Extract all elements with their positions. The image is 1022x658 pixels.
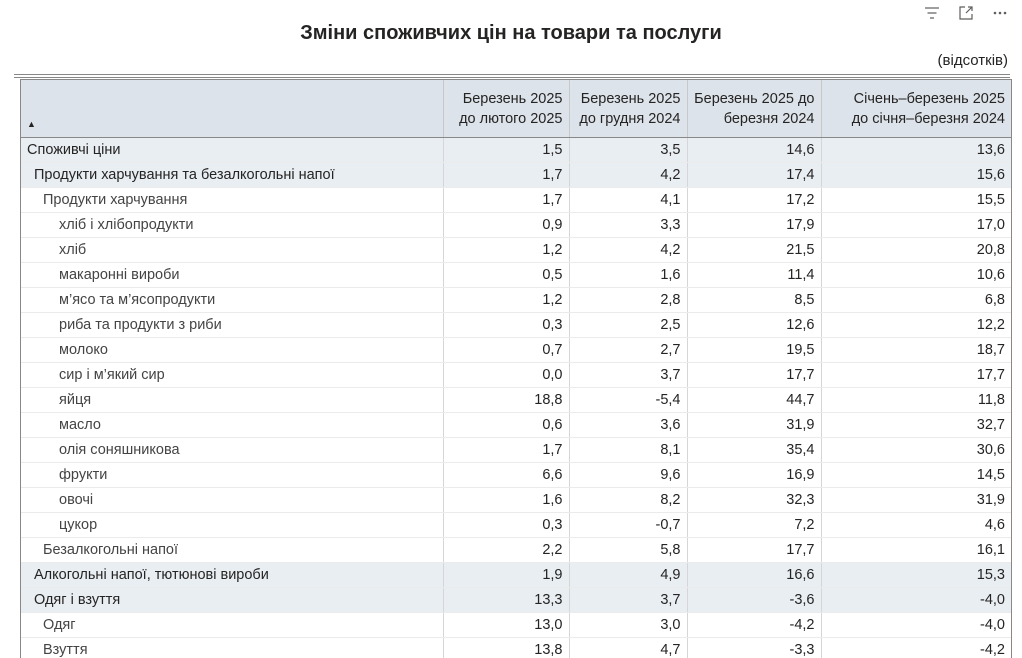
value-cell: -4,0	[821, 613, 1011, 638]
value-cell: 32,3	[687, 488, 821, 513]
value-cell: 32,7	[821, 413, 1011, 438]
value-cell: 17,4	[687, 163, 821, 188]
column-header-mar-vs-mar[interactable]: Березень 2025 до березня 2024	[687, 80, 821, 138]
value-cell: 4,1	[569, 188, 687, 213]
value-cell: 0,5	[443, 263, 569, 288]
value-cell: 12,6	[687, 313, 821, 338]
row-label: цукор	[27, 517, 97, 533]
row-label: Одяг	[27, 617, 76, 633]
value-cell: 0,3	[443, 513, 569, 538]
value-cell: 31,9	[687, 413, 821, 438]
row-label: м’ясо та м’ясопродукти	[27, 292, 215, 308]
value-cell: 12,2	[821, 313, 1011, 338]
value-cell: 16,9	[687, 463, 821, 488]
value-cell: 17,9	[687, 213, 821, 238]
row-label: Одяг і взуття	[27, 592, 120, 608]
value-cell: 2,5	[569, 313, 687, 338]
value-cell: -4,2	[821, 638, 1011, 658]
value-cell: 17,2	[687, 188, 821, 213]
column-header-category[interactable]	[21, 80, 443, 138]
value-cell: 1,9	[443, 563, 569, 588]
value-cell: 4,6	[821, 513, 1011, 538]
value-cell: 16,6	[687, 563, 821, 588]
table-row[interactable]	[21, 613, 1011, 638]
value-cell: 1,6	[569, 263, 687, 288]
value-cell: 4,7	[569, 638, 687, 658]
value-cell: 31,9	[821, 488, 1011, 513]
price-changes-table[interactable]	[20, 79, 1012, 658]
value-cell: 1,6	[443, 488, 569, 513]
value-cell: 3,6	[569, 413, 687, 438]
table-row[interactable]	[21, 288, 1011, 313]
value-cell: 0,3	[443, 313, 569, 338]
row-label-cell	[21, 463, 443, 488]
row-label-cell	[21, 588, 443, 613]
value-cell: -3,6	[687, 588, 821, 613]
table-row[interactable]	[21, 588, 1011, 613]
value-cell: 0,9	[443, 213, 569, 238]
row-label-cell	[21, 438, 443, 463]
value-cell: 1,7	[443, 188, 569, 213]
row-label-cell	[21, 238, 443, 263]
table-row[interactable]	[21, 188, 1011, 213]
more-options-icon[interactable]	[992, 5, 1008, 21]
column-header-mar-vs-dec[interactable]: Березень 2025 до грудня 2024	[569, 80, 687, 138]
row-label: хліб	[27, 242, 86, 258]
value-cell: 6,8	[821, 288, 1011, 313]
value-cell: 3,3	[569, 213, 687, 238]
value-cell: 8,1	[569, 438, 687, 463]
table-header-row	[21, 80, 1011, 138]
value-cell: -3,3	[687, 638, 821, 658]
table-row[interactable]	[21, 413, 1011, 438]
value-cell: 44,7	[687, 388, 821, 413]
row-label: яйця	[27, 392, 91, 408]
table-row[interactable]	[21, 388, 1011, 413]
value-cell: 0,6	[443, 413, 569, 438]
value-cell: 14,6	[687, 138, 821, 163]
row-label-cell	[21, 613, 443, 638]
value-cell: 15,5	[821, 188, 1011, 213]
value-cell: 3,0	[569, 613, 687, 638]
row-label-cell	[21, 263, 443, 288]
row-label-cell	[21, 138, 443, 163]
row-label: масло	[27, 417, 101, 433]
value-cell: 11,4	[687, 263, 821, 288]
row-label-cell	[21, 513, 443, 538]
table-row[interactable]	[21, 538, 1011, 563]
value-cell: 17,0	[821, 213, 1011, 238]
value-cell: 0,7	[443, 338, 569, 363]
focus-mode-icon[interactable]	[958, 5, 974, 21]
value-cell: 17,7	[687, 363, 821, 388]
table-row[interactable]	[21, 488, 1011, 513]
column-header-mar-vs-feb[interactable]: Березень 2025 до лютого 2025	[443, 80, 569, 138]
value-cell: 2,2	[443, 538, 569, 563]
value-cell: 30,6	[821, 438, 1011, 463]
table-row[interactable]	[21, 138, 1011, 163]
value-cell: 0,0	[443, 363, 569, 388]
row-label: риба та продукти з риби	[27, 317, 222, 333]
value-cell: 4,9	[569, 563, 687, 588]
value-cell: 2,8	[569, 288, 687, 313]
value-cell: 1,7	[443, 438, 569, 463]
value-cell: 18,8	[443, 388, 569, 413]
value-cell: 35,4	[687, 438, 821, 463]
table-row[interactable]	[21, 363, 1011, 388]
value-cell: 16,1	[821, 538, 1011, 563]
value-cell: 17,7	[821, 363, 1011, 388]
value-cell: -4,2	[687, 613, 821, 638]
value-cell: 13,6	[821, 138, 1011, 163]
value-cell: 15,6	[821, 163, 1011, 188]
value-cell: 6,6	[443, 463, 569, 488]
table-row[interactable]	[21, 563, 1011, 588]
page-title: Зміни споживчих цін на товари та послуги	[0, 22, 1022, 45]
value-cell: 14,5	[821, 463, 1011, 488]
unit-label: (відсотків)	[938, 52, 1008, 69]
table-row[interactable]	[21, 213, 1011, 238]
row-label-cell	[21, 488, 443, 513]
value-cell: 9,6	[569, 463, 687, 488]
value-cell: -5,4	[569, 388, 687, 413]
row-label-cell	[21, 563, 443, 588]
value-cell: 8,2	[569, 488, 687, 513]
visual-toolbar	[924, 5, 1008, 21]
value-cell: 17,7	[687, 538, 821, 563]
value-cell: 5,8	[569, 538, 687, 563]
row-label: Продукти харчування	[27, 192, 187, 208]
column-header-q1-vs-q1[interactable]: Січень–березень 2025 до січня–березня 2024	[821, 80, 1011, 138]
row-label: Взуття	[27, 642, 88, 658]
row-label-cell	[21, 163, 443, 188]
row-label-cell	[21, 288, 443, 313]
row-label: Споживчі ціни	[27, 142, 121, 158]
value-cell: 1,2	[443, 288, 569, 313]
value-cell: 19,5	[687, 338, 821, 363]
row-label: олія соняшникова	[27, 442, 180, 458]
value-cell: 13,3	[443, 588, 569, 613]
value-cell: 4,2	[569, 163, 687, 188]
row-label-cell	[21, 213, 443, 238]
row-label-cell	[21, 313, 443, 338]
value-cell: -4,0	[821, 588, 1011, 613]
row-label: Продукти харчування та безалкогольні напої	[27, 167, 335, 183]
value-cell: 7,2	[687, 513, 821, 538]
table-row[interactable]	[21, 313, 1011, 338]
row-label-cell	[21, 338, 443, 363]
value-cell: 11,8	[821, 388, 1011, 413]
table-row[interactable]	[21, 513, 1011, 538]
row-label-cell	[21, 413, 443, 438]
row-label: хліб і хлібопродукти	[27, 217, 193, 233]
value-cell: 13,8	[443, 638, 569, 658]
sort-ascending-icon[interactable]: ▲	[27, 119, 36, 129]
value-cell: 1,5	[443, 138, 569, 163]
value-cell: 18,7	[821, 338, 1011, 363]
row-label: молоко	[27, 342, 108, 358]
filter-icon[interactable]	[924, 5, 940, 21]
table-row[interactable]	[21, 338, 1011, 363]
table-row[interactable]	[21, 438, 1011, 463]
row-label: Алкогольні напої, тютюнові вироби	[27, 567, 269, 583]
title-divider	[14, 74, 1010, 78]
value-cell: 1,7	[443, 163, 569, 188]
value-cell: 21,5	[687, 238, 821, 263]
table-row[interactable]	[21, 238, 1011, 263]
value-cell: 15,3	[821, 563, 1011, 588]
value-cell: 20,8	[821, 238, 1011, 263]
value-cell: 10,6	[821, 263, 1011, 288]
table-row[interactable]	[21, 463, 1011, 488]
value-cell: 8,5	[687, 288, 821, 313]
value-cell: 3,5	[569, 138, 687, 163]
table-row[interactable]	[21, 263, 1011, 288]
row-label-cell	[21, 638, 443, 658]
row-label-cell	[21, 538, 443, 563]
row-label: Безалкогольні напої	[27, 542, 178, 558]
value-cell: 1,2	[443, 238, 569, 263]
row-label-cell	[21, 388, 443, 413]
table-row[interactable]	[21, 638, 1011, 658]
row-label-cell	[21, 188, 443, 213]
row-label-cell	[21, 363, 443, 388]
value-cell: 4,2	[569, 238, 687, 263]
row-label: овочі	[27, 492, 93, 508]
value-cell: 2,7	[569, 338, 687, 363]
value-cell: -0,7	[569, 513, 687, 538]
row-label: фрукти	[27, 467, 107, 483]
value-cell: 3,7	[569, 363, 687, 388]
table-row[interactable]	[21, 163, 1011, 188]
value-cell: 13,0	[443, 613, 569, 638]
value-cell: 3,7	[569, 588, 687, 613]
row-label: сир і м’який сир	[27, 367, 165, 383]
row-label: макаронні вироби	[27, 267, 180, 283]
